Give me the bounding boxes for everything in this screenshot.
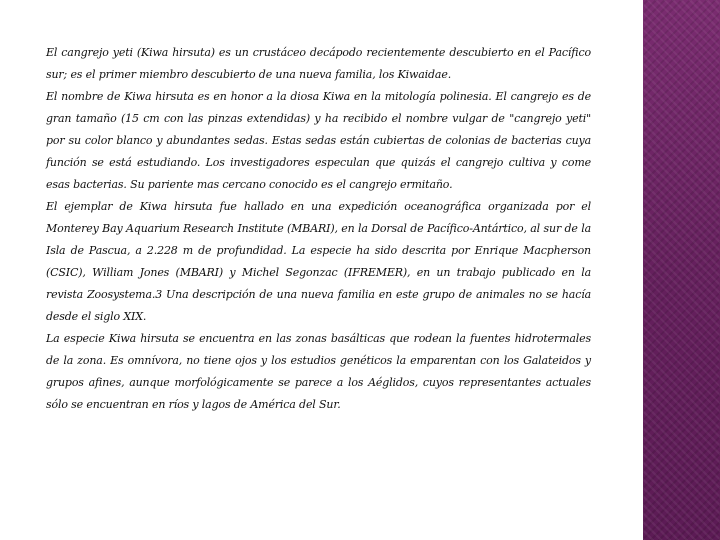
paragraph-1: El cangrejo yeti (Kiwa hirsuta) es un crustáceo decápodo recientemente descubierto en el Pacífico sur; es el primer miembro descubierto de una nueva familia, los Kiwaidae.: [46, 46, 591, 81]
decorative-sidebar: [643, 0, 720, 540]
paragraph-2: El nombre de Kiwa hirsuta es en honor a la diosa Kiwa en la mitología polinesia. El cangrejo es de gran tamaño (15 cm con las pinzas extendidas) y ha recibido el nombre vulgar de "cangrejo yeti" por su color blanco y abundantes sedas. Estas sedas están cubiertas de colonias de bacterias cuya función se está estudiando. Los investigadores especulan que quizás el cangrejo cultiva y come esas bacterias. Su pariente mas cercano conocido es el cangrejo ermitaño.: [46, 90, 591, 191]
paragraph-4: La especie Kiwa hirsuta se encuentra en las zonas basálticas que rodean la fuentes hidrotermales de la zona. Es omnívora, no tiene ojos y los estudios genéticos la emparentan con los Galateidos y grupos afines, aunque morfológicamente se parece a los Aéglidos, cuyos representantes actuales sólo se encuentran en ríos y lagos de América del Sur.: [46, 332, 591, 411]
paragraph-3: El ejemplar de Kiwa hirsuta fue hallado en una expedición oceanográfica organizada por el Monterey Bay Aquarium Research Institute (MBARI), en la Dorsal de Pacífico-Antártico, al sur de la Isla de Pascua, a 2.228 m de profundidad. La especie ha sido descrita por Enrique Macpherson (CSIC), William Jones (MBARI) y Michel Segonzac (IFREMER), en un trabajo publicado en la revista Zoosystema.3 Una descripción de una nueva familia en este grupo de animales no se hacía desde el siglo XIX.: [46, 200, 591, 323]
body-text: [46, 42, 591, 416]
